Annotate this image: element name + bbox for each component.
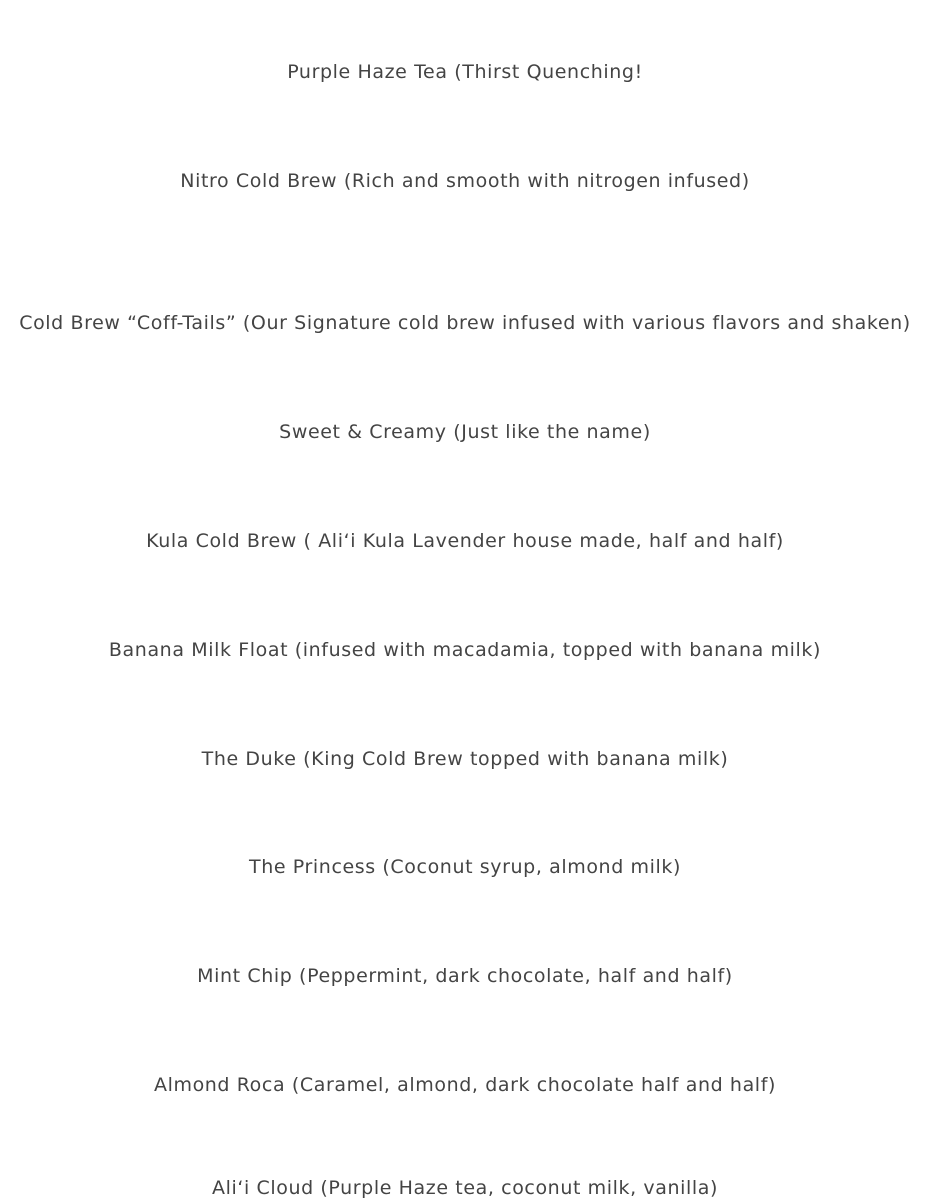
menu-item-sweet-and-creamy: Sweet & Creamy (Just like the name) [279,421,651,443]
menu-item-kula-cold-brew: Kula Cold Brew ( Aliʻi Kula Lavender house made, half and half) [146,530,784,552]
menu-item-alii-cloud: Aliʻi Cloud (Purple Haze tea, coconut milk, vanilla) [211,1177,719,1199]
menu-item-nitro-cold-brew: Nitro Cold Brew (Rich and smooth with nitrogen infused) [180,170,750,192]
menu-item-mint-chip: Mint Chip (Peppermint, dark chocolate, half and half) [197,965,733,987]
menu-item-purple-haze-tea: Purple Haze Tea (Thirst Quenching! [287,61,643,83]
menu-item-the-duke: The Duke (King Cold Brew topped with banana milk) [201,748,729,770]
menu-item-the-princess: The Princess (Coconut syrup, almond milk) [249,856,681,878]
menu-item-cold-brew-coff-tails: Cold Brew “Coff-Tails” (Our Signature cold brew infused with various flavors and shaken) [19,312,911,334]
menu-item-banana-milk-float: Banana Milk Float (infused with macadamia, topped with banana milk) [108,639,822,661]
menu-item-almond-roca: Almond Roca (Caramel, almond, dark chocolate half and half) [153,1074,776,1096]
